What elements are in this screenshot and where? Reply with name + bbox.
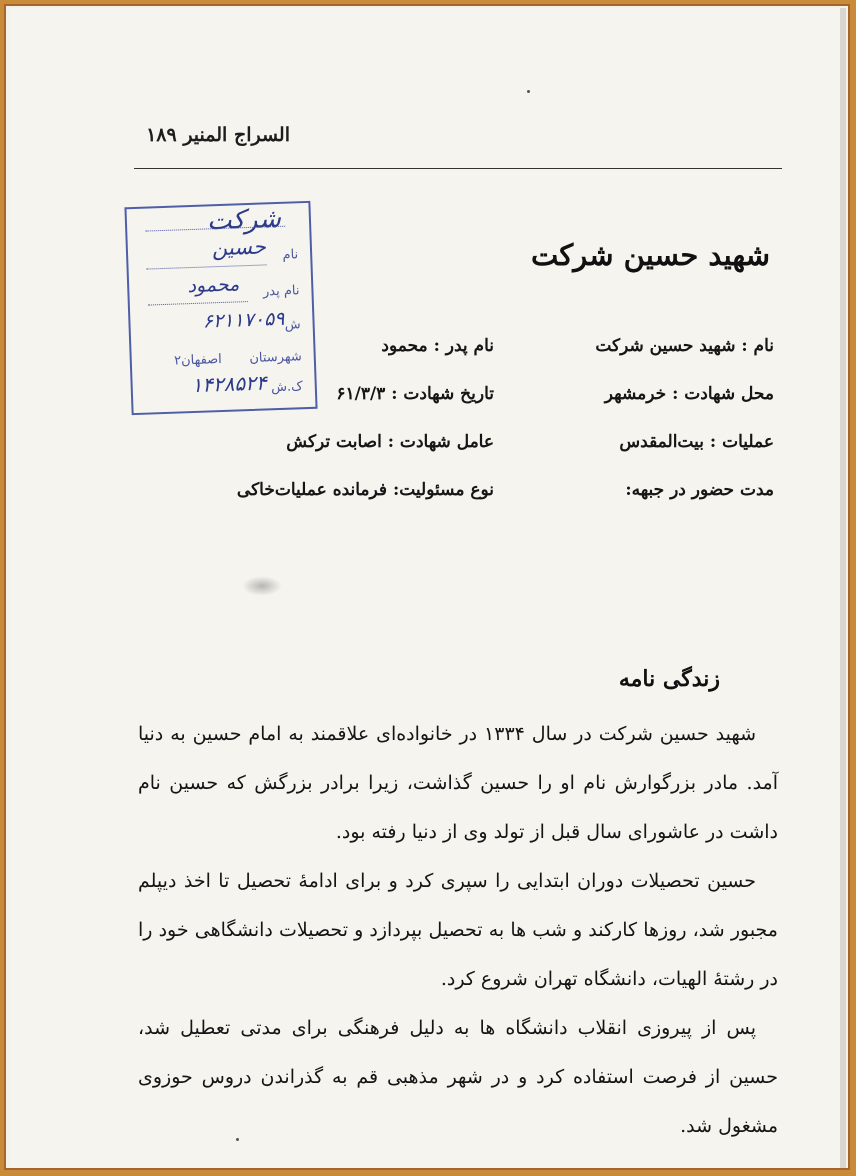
stamp-id-label: ش	[284, 317, 301, 333]
stamp-code-label: ک.ش	[270, 379, 304, 396]
info-name: نام : شهید حسین شرکت	[595, 336, 774, 356]
stamp-city-label: شهرستان	[249, 349, 303, 367]
info-duration: مدت حضور در جبهه:	[625, 480, 774, 500]
stamp-dotted-line	[148, 301, 248, 305]
section-heading: زندگی نامه	[618, 666, 720, 692]
stamp-name-handwriting: حسین	[211, 234, 267, 261]
ink-smudge	[242, 576, 282, 596]
info-role: نوع مسئولیت: فرمانده عملیات‌خاکی	[236, 480, 494, 500]
page-number: ۱۸۹	[146, 124, 177, 146]
stamp-dotted-line	[147, 264, 267, 269]
info-operation: عملیات : بیت‌المقدس	[619, 432, 774, 452]
stamp-father-label: نام پدر	[262, 283, 300, 300]
stamp-city-value: اصفهان۲	[173, 352, 223, 369]
page-title: شهید حسین شرکت	[530, 238, 770, 272]
running-header	[110, 124, 290, 146]
biography-text	[138, 710, 778, 1151]
info-father: نام پدر : محمود	[381, 336, 494, 356]
info-place: محل شهادت : خرمشهر	[604, 384, 774, 404]
bio-paragraph: شهید حسین شرکت در سال ۱۳۳۴ در خانواده‌ای علاقمند به امام حسین به دنیا آمد. مادر بزرگوارش نام او را حسین گذاشت، زیرا برادر بزرگش که حسین نام داشت در عاشورای سال قبل از تولد وی از دنیا رفته بود.	[138, 723, 778, 843]
stamp-father-handwriting: محمود	[187, 273, 240, 298]
speck	[527, 90, 530, 93]
stamp-id-handwriting: ۶۲۱۱۷۰۵۹	[202, 307, 285, 333]
scanned-page	[10, 8, 846, 1168]
stamp-code-handwriting: ۱۴۲۸۵۲۴	[191, 370, 268, 398]
stamp-name-label: نام	[282, 247, 299, 263]
header-rule	[134, 168, 782, 169]
book-title: السراج المنير	[183, 124, 290, 146]
bio-paragraph: پس از پیروزی انقلاب دانشگاه ها به دلیل فرهنگی برای مدتی تعطیل شد، حسین از فرصت استفاده کرد و در شهر مذهبی قم به گذراندن دروس حوزوی مشغول شد.	[138, 1017, 778, 1137]
info-cause: عامل شهادت : اصابت ترکش	[286, 432, 494, 452]
stamp-surname-handwriting: شرکت	[206, 203, 282, 237]
ink-stamp	[124, 201, 317, 415]
bio-paragraph: حسین تحصیلات دوران ابتدایی را سپری کرد و برای ادامهٔ تحصیل تا اخذ دیپلم مجبور شد، روزها کارکند و شب ها به تحصیل بپردازد و تحصیلات دانشگاهی خود را در رشتهٔ الهیات، دانشگاه تهران شروع کرد.	[138, 870, 778, 990]
info-date: تاریخ شهادت : ۶۱/۳/۳	[336, 384, 494, 404]
